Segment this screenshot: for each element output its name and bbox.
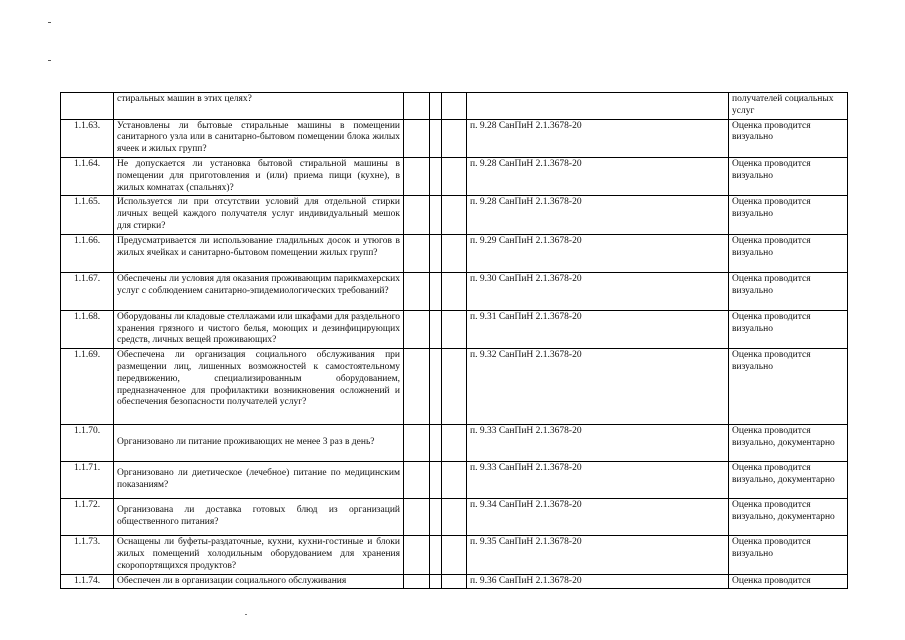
question-cell: Используется ли при отсутствии условий для отдельной стирки личных вещей каждого получателя услуг индивидуальный мешок для стирки? <box>114 196 404 234</box>
table-row <box>61 425 848 462</box>
empty-cell <box>442 93 467 120</box>
table-row <box>61 234 848 272</box>
empty-cell <box>430 349 442 425</box>
row-number: 1.1.72. <box>61 499 114 536</box>
row-number: 1.1.64. <box>61 157 114 195</box>
note-cell: Оценка проводится визуально <box>729 272 848 310</box>
question-cell: Обеспечены ли условия для оказания проживающим парикмахерских услуг с соблюдением санитарно-эпидемиологических требований? <box>114 272 404 310</box>
empty-cell <box>442 499 467 536</box>
empty-cell <box>404 536 430 574</box>
row-number: 1.1.66. <box>61 234 114 272</box>
empty-cell <box>404 349 430 425</box>
reference-cell <box>467 93 729 120</box>
note-cell: Оценка проводится визуально <box>729 234 848 272</box>
table-row <box>61 349 848 425</box>
empty-cell <box>430 119 442 157</box>
empty-cell <box>442 574 467 589</box>
reference-cell: п. 9.34 СанПиН 2.1.3678-20 <box>467 499 729 536</box>
question-cell: Оснащены ли буфеты-раздаточные, кухни, кухни-гостиные и блоки жилых помещений холодильным оборудованием для хранения скоропортящихся продуктов? <box>114 536 404 574</box>
empty-cell <box>430 310 442 348</box>
note-cell: Оценка проводится визуально <box>729 349 848 425</box>
empty-cell <box>430 499 442 536</box>
empty-cell <box>442 462 467 499</box>
empty-cell <box>430 462 442 499</box>
question-cell: Организовано ли диетическое (лечебное) питание по медицинским показаниям? <box>114 462 404 499</box>
reference-cell: п. 9.28 СанПиН 2.1.3678-20 <box>467 119 729 157</box>
row-number: 1.1.70. <box>61 425 114 462</box>
reference-cell: п. 9.35 СанПиН 2.1.3678-20 <box>467 536 729 574</box>
row-number: 1.1.69. <box>61 349 114 425</box>
row-number <box>61 93 114 120</box>
row-number: 1.1.73. <box>61 536 114 574</box>
reference-cell: п. 9.36 СанПиН 2.1.3678-20 <box>467 574 729 589</box>
note-cell: Оценка проводится визуально, документарно <box>729 462 848 499</box>
scan-mark-top <box>48 22 51 23</box>
empty-cell <box>430 157 442 195</box>
scan-mark-second <box>48 60 51 61</box>
table-row <box>61 196 848 234</box>
empty-cell <box>430 234 442 272</box>
table-row <box>61 157 848 195</box>
checklist-table <box>60 92 848 589</box>
question-cell: Организована ли доставка готовых блюд из организаций общественного питания? <box>114 499 404 536</box>
question-cell: Установлены ли бытовые стиральные машины в помещении санитарного узла или в санитарно-бытовом помещении блока жилых ячеек и жилых групп? <box>114 119 404 157</box>
question-cell: Обеспечена ли организация социального обслуживания при размещении лиц, лишенных возможностей к самостоятельному передвижению, специализированным оборудованием, предназначенное для профилактики возникновения осложнений и обеспечения безопасности получателей услуг? <box>114 349 404 425</box>
empty-cell <box>442 349 467 425</box>
reference-cell: п. 9.32 СанПиН 2.1.3678-20 <box>467 349 729 425</box>
table-row <box>61 536 848 574</box>
reference-cell: п. 9.33 СанПиН 2.1.3678-20 <box>467 425 729 462</box>
empty-cell <box>404 574 430 589</box>
empty-cell <box>430 536 442 574</box>
reference-cell: п. 9.29 СанПиН 2.1.3678-20 <box>467 234 729 272</box>
empty-cell <box>404 196 430 234</box>
empty-cell <box>404 462 430 499</box>
empty-cell <box>442 425 467 462</box>
scan-speck <box>245 614 247 615</box>
reference-cell: п. 9.28 СанПиН 2.1.3678-20 <box>467 157 729 195</box>
table-row <box>61 272 848 310</box>
empty-cell <box>442 310 467 348</box>
empty-cell <box>430 272 442 310</box>
note-cell: Оценка проводится визуально <box>729 119 848 157</box>
table-row <box>61 93 848 120</box>
note-cell: получателей социальных услуг <box>729 93 848 120</box>
row-number: 1.1.74. <box>61 574 114 589</box>
row-number: 1.1.63. <box>61 119 114 157</box>
reference-cell: п. 9.33 СанПиН 2.1.3678-20 <box>467 462 729 499</box>
empty-cell <box>404 234 430 272</box>
note-cell: Оценка проводится визуально, документарно <box>729 499 848 536</box>
table-row <box>61 499 848 536</box>
reference-cell: п. 9.31 СанПиН 2.1.3678-20 <box>467 310 729 348</box>
row-number: 1.1.67. <box>61 272 114 310</box>
empty-cell <box>404 499 430 536</box>
note-cell: Оценка проводится визуально <box>729 310 848 348</box>
empty-cell <box>442 119 467 157</box>
row-number: 1.1.71. <box>61 462 114 499</box>
table-row <box>61 462 848 499</box>
note-cell: Оценка проводится визуально <box>729 157 848 195</box>
note-cell: Оценка проводится визуально, документарно <box>729 425 848 462</box>
note-cell: Оценка проводится <box>729 574 848 589</box>
question-cell: Предусматривается ли использование гладильных досок и утюгов в жилых ячейках и санитарно-бытовом помещении жилых групп? <box>114 234 404 272</box>
question-cell: стиральных машин в этих целях? <box>114 93 404 120</box>
empty-cell <box>442 536 467 574</box>
table-row <box>61 310 848 348</box>
reference-cell: п. 9.30 СанПиН 2.1.3678-20 <box>467 272 729 310</box>
table-row <box>61 574 848 589</box>
empty-cell <box>430 93 442 120</box>
empty-cell <box>430 574 442 589</box>
question-cell: Оборудованы ли кладовые стеллажами или шкафами для раздельного хранения грязного и чистого белья, моющих и дезинфицирующих средств, личных вещей проживающих? <box>114 310 404 348</box>
reference-cell: п. 9.28 СанПиН 2.1.3678-20 <box>467 196 729 234</box>
row-number: 1.1.68. <box>61 310 114 348</box>
note-cell: Оценка проводится визуально <box>729 196 848 234</box>
question-cell: Обеспечен ли в организации социального обслуживания <box>114 574 404 589</box>
empty-cell <box>430 425 442 462</box>
empty-cell <box>442 196 467 234</box>
empty-cell <box>430 196 442 234</box>
empty-cell <box>404 425 430 462</box>
empty-cell <box>442 157 467 195</box>
empty-cell <box>404 272 430 310</box>
table-row <box>61 119 848 157</box>
question-cell: Организовано ли питание проживающих не менее 3 раз в день? <box>114 425 404 462</box>
empty-cell <box>404 157 430 195</box>
row-number: 1.1.65. <box>61 196 114 234</box>
empty-cell <box>442 272 467 310</box>
empty-cell <box>442 234 467 272</box>
empty-cell <box>404 310 430 348</box>
empty-cell <box>404 93 430 120</box>
empty-cell <box>404 119 430 157</box>
note-cell: Оценка проводится визуально <box>729 536 848 574</box>
question-cell: Не допускается ли установка бытовой стиральной машины в помещении для приготовления и (или) приема пищи (кухне), в жилых комнатах (спальнях)? <box>114 157 404 195</box>
